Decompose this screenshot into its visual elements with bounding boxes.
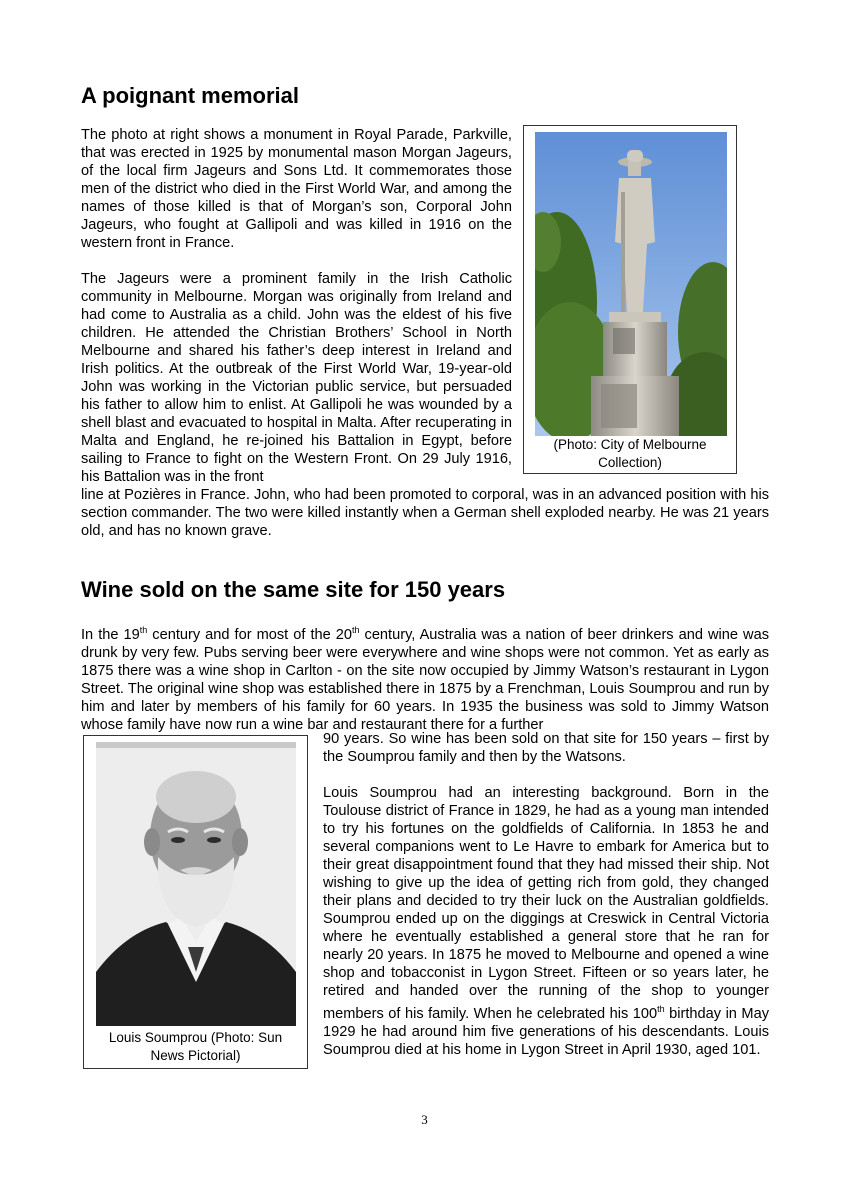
superscript-th-2: th [351, 625, 360, 635]
soumprou-figure [83, 735, 308, 1069]
wine-paragraph-2 [323, 784, 769, 1059]
wine-paragraph-1-continued: 90 years. So wine has been sold on that site for 150 years – first by the Soumprou family and then by the Watsons. [323, 731, 769, 765]
monument-caption: (Photo: City of Melbourne Collection) [553, 437, 707, 470]
heading-wine-sold: Wine sold on the same site for 150 years [81, 577, 506, 602]
wine-paragraph-1 [81, 621, 769, 734]
soumprou-caption: Louis Soumprou (Photo: Sun News Pictorial) [108, 1030, 283, 1063]
superscript-th-1: th [139, 625, 148, 635]
monument-photo [535, 132, 727, 436]
memorial-paragraph-2-narrow: The Jageurs were a prominent family in the Irish Catholic community in Melbourne. Morgan was originally from Ireland and had come to Australia as a child. John was the eldest of his five children. He attended the Christian Brothers’ School in North Melbourne and shared his father’s deep interest in Ireland and Irish politics. At the outbreak of the First World War, 19-year-old John was working in the Victorian public service, but persuaded his father to allow him to enlist. At Gallipoli he was wounded by a shell blast and evacuated to hospital in Malta. After recuperating in Malta and England, he re-joined his Battalion in Egypt, before sailing to France to fight on the Western Front. On 29 July 1916, his Battalion was in the front [81, 271, 512, 485]
wine-p2-text-b: birthday in May 1929 he had around him five generations of his descendants. Louis Soumprou died at his home in Lygon Street in April 1930, aged 101. [323, 1005, 769, 1058]
wine-p1-text-a: In the 19 [81, 626, 140, 643]
superscript-th-3: th [657, 1004, 665, 1014]
memorial-paragraph-2-wide: line at Pozières in France. John, who had been promoted to corporal, was in an advanced position with his section commander. The two were killed instantly when a German shell exploded nearby. He was 21 years old, and has no known grave. [81, 487, 769, 539]
monument-figure [523, 125, 737, 474]
soumprou-portrait-photo [96, 742, 296, 1026]
wine-p1-text-b: century and for most of the 20 [147, 626, 352, 643]
wine-p2-text-a: Louis Soumprou had an interesting background. Born in the Toulouse district of France in 1829, he had as a young man intended to try his fortunes on the goldfields of California. In 1853 he and several companions went to Le Havre to embark for America but to their great disappointment found that they had missed their ship. Not wishing to give up the idea of getting rich from gold, they changed their plans and decided to try their luck on the Australian goldfields. Soumprou ended up on the diggings at Creswick in Central Victoria where he eventually established a general store that he ran for nearly 20 years. In 1875 he moved to Melbourne and opened a wine shop and tobacconist in Lygon Street. Fifteen or so years later, he retired and handed over the running of the shop to younger members of his family. When he celebrated his 100 [323, 785, 769, 1022]
wine-p1-text-c: century, Australia was a nation of beer drinkers and wine was drunk by very few. Pubs serving beer were everywhere and wine shops were not common. Yet as early as 1875 there was a wine shop in Carlton - on the site now occupied by Jimmy Watson’s restaurant in Lygon Street. The original wine shop was established there in 1875 by a Frenchman, Louis Soumprou and run by him and later by members of his family for 60 years. In 1935 the business was sold to Jimmy Watson whose family have now run a wine bar and restaurant there for a further [81, 626, 769, 733]
memorial-paragraph-1: The photo at right shows a monument in Royal Parade, Parkville, that was erected in 1925 by monumental mason Morgan Jageurs, of the local firm Jageurs and Sons Ltd. It commemorates those men of the district who died in the First World War, and among the names of those killed is that of Morgan’s son, Corporal John Jageurs, who fought at Gallipoli and was killed in 1916 on the western front in France. [81, 127, 512, 251]
heading-poignant-memorial: A poignant memorial [81, 83, 299, 108]
page-number: 3 [421, 1112, 428, 1127]
